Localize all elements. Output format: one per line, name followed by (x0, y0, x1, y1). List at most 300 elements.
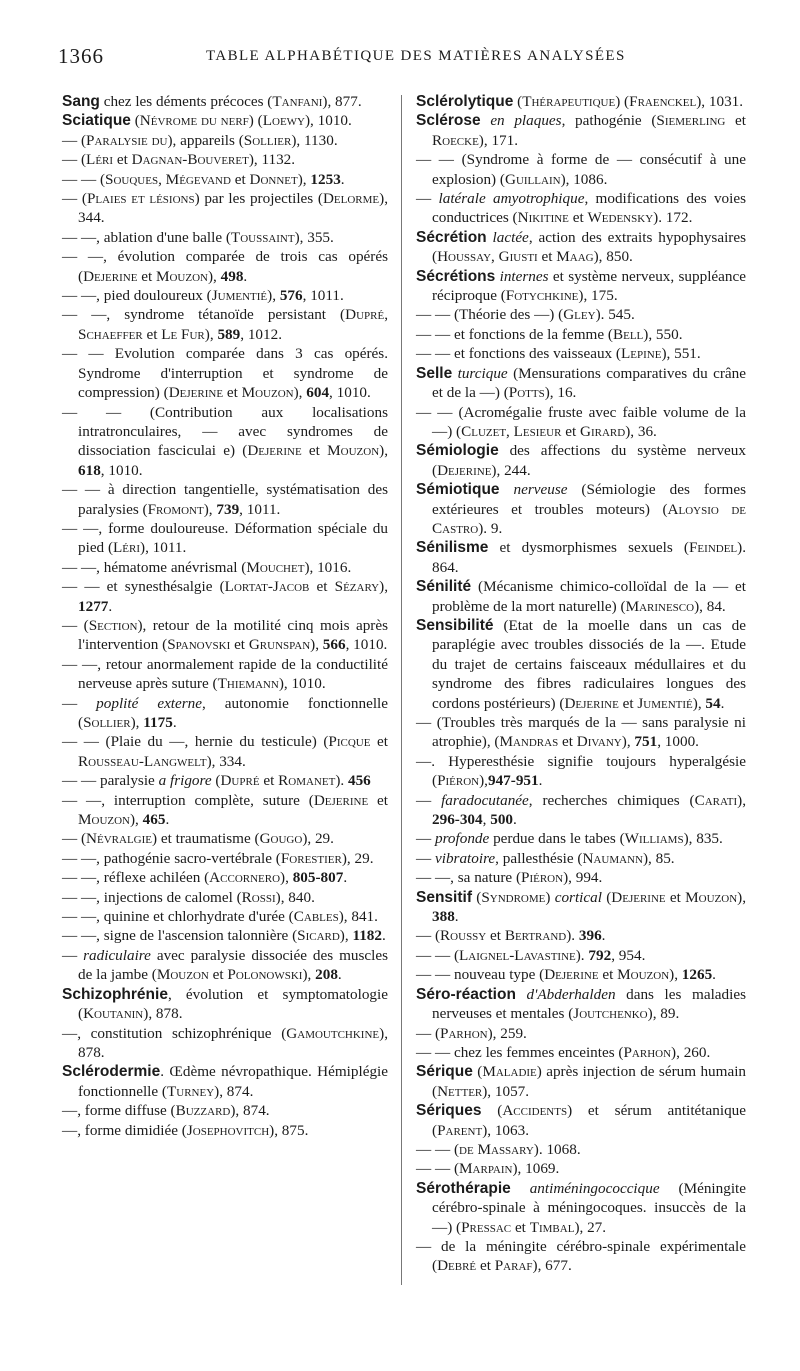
entry-text: ( (481, 1102, 503, 1120)
author-name: Girard (580, 422, 626, 440)
entry-text: ), 835. (683, 830, 723, 848)
index-entry (416, 480, 746, 538)
italic-term: faradocutanée (441, 791, 529, 809)
index-entry (416, 189, 746, 228)
page-ref-bold: 296-304 (432, 811, 483, 829)
headword: Séro-réaction (416, 985, 516, 1003)
author-name: Le Fur (161, 325, 205, 343)
entry-text: , autonomie fonctionnelle ( (78, 694, 388, 731)
author-name: Fraenckel (629, 93, 697, 110)
entry-text: (Etat de la moelle dans un cas de paraplégie avec troubles dissociés de la —. Etude du trajet de certains faisceaux médullaires et du syndrome des fibres radiculaires longues des cordons postérieurs) ( (432, 616, 746, 712)
entry-text: . (720, 694, 725, 712)
entry-text: ), 260. (671, 1043, 711, 1061)
entry-text: ( (130, 112, 140, 130)
entry-text: avec paralysie dissociée des muscles de la jambe ( (78, 946, 389, 984)
index-entry (62, 849, 388, 868)
entry-text: ), 29. (302, 830, 334, 848)
entry-text: ), 27. (574, 1218, 607, 1236)
author-name: Sollier (83, 714, 131, 731)
entry-text: , 1010. (329, 384, 371, 402)
author-name: Grunspan (248, 636, 311, 654)
entry-text: — (416, 830, 435, 848)
entry-text: ), (203, 500, 217, 518)
author-name: Parhon (440, 1024, 488, 1042)
italic-term: internes (499, 267, 549, 285)
entry-text: ), (207, 267, 221, 285)
entry-text: . (382, 927, 386, 945)
left-column (62, 92, 388, 1140)
entry-text: ), (737, 888, 746, 906)
author-name: Sézary (334, 578, 380, 596)
page-ref-bold: 566 (322, 636, 346, 654)
author-name: Syndrome (481, 888, 546, 906)
author-name: Roussy (440, 927, 487, 945)
entry-text: ), (339, 927, 353, 945)
index-entry (416, 364, 746, 403)
page-ref-bold: 208 (315, 966, 338, 984)
author-name: Rossi (241, 888, 276, 906)
entry-text: —. Hyperesthésie signifie toujours hyperalgésie ( (416, 752, 746, 790)
entry-text: , 1010. (100, 461, 143, 479)
author-name: Paralysie (86, 131, 148, 149)
entry-text: (Mécanisme chimico-colloïdal de la — et problème de la mort naturelle) ( (432, 578, 746, 615)
entry-text: ) ( (615, 93, 630, 110)
index-entry (62, 732, 388, 771)
entry-text: ), 875. (269, 1121, 309, 1139)
entry-text (481, 112, 491, 129)
entry-text: ), (310, 636, 323, 654)
index-entry (416, 441, 746, 480)
index-entry (416, 829, 746, 848)
entry-text: et (537, 248, 557, 266)
index-entry (62, 694, 388, 733)
right-column (416, 92, 746, 1276)
index-entry (416, 985, 746, 1024)
author-name: Dejerine (611, 888, 666, 906)
entry-text: , pallesthésie ( (495, 849, 583, 867)
page-ref-bold: 805-807 (292, 869, 344, 887)
entry-text: ), 344. (78, 190, 388, 227)
entry-text: — (416, 190, 439, 208)
index-entry (62, 286, 388, 305)
author-name: Roecke (432, 131, 479, 149)
entry-text: et (511, 1218, 530, 1236)
author-name: Névrome du nerf (139, 112, 249, 130)
headword: Sang (62, 93, 100, 110)
entry-text: , pathogénie ( (561, 112, 657, 130)
entry-text: et (208, 966, 228, 984)
author-name: Jumentié (637, 694, 693, 712)
index-entry (416, 111, 746, 150)
entry-text: , action des extraits hypophysaires ( (432, 228, 747, 266)
index-entry (416, 849, 746, 868)
entry-text: —, constitution schizophrénique ( (62, 1024, 287, 1042)
index-entry (62, 403, 388, 481)
entry-text: — ( (62, 190, 87, 208)
entry-text: — — ( (62, 170, 106, 188)
author-name: Nikitine (517, 209, 569, 227)
column-divider (401, 95, 402, 1285)
headword: Sciatique (62, 112, 131, 130)
entry-text: — —, évolution comparée de trois cas opérés ( (62, 248, 388, 285)
index-entry (62, 888, 388, 907)
index-entry (416, 1140, 746, 1159)
author-name: Bell (612, 325, 644, 343)
index-entry (62, 305, 388, 344)
author-name: Maag (556, 248, 594, 266)
entry-text: et (142, 325, 162, 343)
page-ref-bold: 1253 (310, 170, 341, 188)
entry-text: ), 1010. (278, 675, 326, 693)
entry-text: — ( (62, 830, 87, 848)
italic-term: poplité externe (96, 694, 203, 712)
entry-text: et (486, 927, 505, 945)
entry-text: ), 16. (544, 384, 577, 402)
entry-text: — —, injections de calomel ( (62, 888, 242, 906)
author-name: Dejerine (83, 267, 138, 285)
entry-text: . Œdème névropathique. Hémiplégie fonctionnelle ( (78, 1063, 388, 1100)
index-entry (416, 1024, 746, 1043)
entry-text: ). 1068. (533, 1140, 581, 1158)
entry-text: ), 840. (275, 888, 315, 906)
index-entry (62, 926, 388, 945)
page-ref-bold: 498 (220, 267, 244, 285)
index-entry (62, 189, 388, 228)
entry-text: , (482, 811, 491, 829)
entry-text: et (113, 151, 132, 169)
entry-text: ), 89. (647, 1005, 680, 1023)
entry-text: perdue dans le tabes ( (489, 830, 625, 848)
entry-text: chez les déments précoces ( (99, 93, 273, 110)
entry-text: ), 850. (593, 248, 633, 266)
entry-text: ), (379, 442, 388, 460)
entry-text: ). 545. (595, 306, 635, 324)
author-name: Dejerine (168, 384, 224, 402)
author-name: Cluzet, Lesieur (461, 422, 562, 440)
entry-text (511, 1180, 530, 1197)
entry-text: . (712, 966, 716, 984)
entry-text: — —, quinine et chlorhydrate d'urée ( (62, 908, 294, 926)
entry-text: ) et traumatisme ( (152, 830, 260, 848)
index-entry (62, 519, 388, 558)
entry-text: . (340, 170, 345, 188)
index-entry (416, 888, 746, 927)
entry-text: et (370, 733, 389, 751)
page-ref-bold: 1277 (78, 597, 109, 615)
italic-term: en plaques (490, 112, 562, 130)
entry-text: et (309, 578, 335, 596)
entry-text (516, 986, 527, 1003)
entry-text (500, 481, 514, 498)
italic-term: d'Abderhalden (526, 985, 616, 1003)
author-name: Accornero (209, 869, 281, 887)
entry-text: et (223, 384, 242, 402)
entry-text: ), (302, 966, 316, 984)
page-ref-bold: 739 (216, 500, 240, 518)
entry-text: — ( (416, 1024, 441, 1042)
entry-text: ), 1130. (291, 131, 338, 149)
entry-text: — —, signe de l'ascension talonnière ( (62, 927, 298, 945)
headword: Sériques (416, 1102, 482, 1120)
entry-text: — — (Syndrome à forme de — consécutif à une explosion) ( (416, 151, 746, 188)
entry-text: , 1012. (240, 325, 282, 343)
entry-text: — (Troubles très marqués de la — sans paralysie ni atrophie), ( (416, 714, 746, 751)
entry-text: ), 878. (78, 1024, 388, 1061)
entry-text: — ( (62, 131, 87, 149)
index-entry (416, 577, 746, 616)
entry-text: ( (513, 93, 523, 110)
entry-text: . (172, 714, 177, 731)
entry-text: — ( (62, 151, 87, 169)
entry-text: — — (Acromégalie fruste avec faible volume de la —) ( (416, 403, 746, 440)
entry-text: ( (601, 888, 612, 906)
entry-text: — (416, 791, 442, 809)
entry-text: ), appareils ( (167, 131, 244, 149)
entry-text: — — Evolution comparée dans 3 cas opérés. Syndrome d'interruption et syndrome de compression) ( (62, 345, 388, 402)
author-name: Forestier (280, 849, 342, 867)
author-name: Koutanin (83, 1005, 144, 1023)
author-name: Mouzon (155, 267, 208, 285)
author-name: Fotychkine (505, 287, 579, 305)
entry-text: ), 1069. (512, 1160, 560, 1178)
entry-text: — — et fonctions de la femme ( (416, 325, 613, 343)
author-name: Guillain (504, 170, 561, 188)
author-name: Timbal (529, 1218, 575, 1236)
entry-text: ), 36. (625, 422, 657, 440)
index-entry (416, 1179, 746, 1237)
author-name: Parent (437, 1121, 483, 1139)
entry-text: . (243, 267, 248, 285)
author-name: Thérapeutique (522, 93, 616, 110)
author-name: Potts (508, 384, 545, 402)
index-entry (62, 985, 388, 1024)
author-name: Polonowski (227, 966, 303, 984)
index-entry (62, 1121, 388, 1140)
entry-text: ) (545, 888, 555, 906)
author-name: Mouzon (327, 442, 380, 460)
entry-text: ). 864. (432, 539, 746, 576)
page-ref-bold: 1182 (352, 927, 382, 945)
author-name: Tanfani (272, 93, 323, 110)
index-entry (62, 577, 388, 616)
index-entry (62, 771, 388, 790)
entry-text: ), 259. (487, 1024, 527, 1042)
entry-text: ). 172. (653, 209, 693, 227)
index-entry (416, 305, 746, 324)
index-entry (416, 791, 746, 830)
index-entry (416, 344, 746, 363)
author-name: Gley (563, 306, 596, 324)
entry-text: et système nerveux, suppléance réciproque ( (432, 267, 746, 305)
index-entry (62, 868, 388, 887)
page-ref-bold: 465 (142, 811, 166, 829)
entry-text: — (62, 946, 84, 964)
entry-text: — —, pied douloureux ( (62, 287, 212, 305)
entry-text: , 1011. (302, 287, 344, 305)
author-name: Netter (437, 1082, 483, 1100)
entry-text: ), (130, 811, 143, 829)
entry-text: , 1011. (239, 500, 281, 518)
headword: Sénilisme (416, 539, 489, 557)
entry-text: et (665, 888, 686, 906)
author-name: Turney (166, 1082, 215, 1100)
entry-text: et (259, 772, 279, 790)
entry-text: (Sémiologie des formes extérieures et troubles moteurs) ( (432, 481, 746, 518)
entry-text: . (538, 772, 543, 790)
entry-text: ) ( (248, 112, 263, 130)
author-name: Souques, Mégevand (105, 170, 231, 188)
entry-text: — —, pathogénie sacro-vertébrale ( (62, 849, 281, 867)
entry-text: et (301, 442, 328, 460)
entry-text: — — paralysie (62, 772, 159, 790)
headword: Sécrétions (416, 267, 496, 285)
index-entry (62, 1024, 388, 1063)
index-entry (416, 403, 746, 442)
entry-text: ), 877. (322, 93, 362, 110)
entry-text: ( (471, 888, 482, 906)
headword: Sénilité (416, 578, 472, 596)
page-ref-bold: 604 (306, 384, 330, 402)
entry-text: ). (566, 927, 579, 945)
entry-text: dans les maladies nerveuses et mentales ( (432, 985, 746, 1023)
index-entry (62, 111, 388, 130)
entry-text: ), 994. (563, 869, 603, 887)
entry-text: ), 1063. (482, 1121, 530, 1139)
entry-text: ), 874. (230, 1102, 270, 1120)
page-header (58, 44, 758, 74)
author-name: Mouzon (156, 966, 209, 984)
index-entry (62, 131, 388, 150)
author-name: Donnet (249, 170, 298, 188)
author-name: Dagnan-Bouveret (131, 151, 249, 169)
entry-text: — —, ablation d'une balle ( (62, 228, 231, 246)
entry-text: et (725, 112, 746, 130)
index-entry (62, 1062, 388, 1101)
entry-text: ), (280, 869, 293, 887)
entry-text: ). 9. (478, 519, 503, 537)
page-ref-bold: 792 (588, 946, 612, 964)
index-entry (62, 829, 388, 848)
index-entry (62, 946, 388, 985)
entry-text: ), 551. (661, 345, 701, 363)
entry-text: , modifications des voies conductrices ( (432, 190, 746, 227)
headword: Sclérolytique (416, 93, 514, 110)
entry-text: — — (Théorie des —) ( (416, 306, 564, 324)
entry-text: ), 171. (478, 131, 519, 149)
headword: Sécrétion (416, 228, 487, 246)
index-entry (416, 1043, 746, 1062)
author-name: Mouchet (246, 558, 305, 576)
entry-text: ), 1010. (305, 112, 352, 130)
entry-text: , 1010. (345, 636, 388, 654)
index-entry (416, 1062, 746, 1101)
headword: Sensibilité (416, 616, 494, 634)
entry-text: ), 1086. (560, 170, 608, 188)
italic-term: a frigore (158, 772, 212, 790)
author-name: Bertrand (504, 927, 567, 945)
page-ref-bold: 589 (217, 325, 241, 343)
entry-text: (Mensurations comparatives du crâne et de la —) ( (432, 364, 747, 402)
entry-text: — (62, 694, 97, 712)
entry-text: . (601, 927, 606, 945)
author-name: Josephovitch (186, 1121, 270, 1139)
headword: Sclérose (416, 112, 481, 130)
headword: Schizophrénie (62, 985, 168, 1003)
index-entry (62, 170, 388, 189)
page-ref-bold: 396 (578, 927, 602, 945)
headword: Selle (416, 364, 453, 382)
author-name: Buzzard (175, 1102, 231, 1120)
entry-text: . (454, 908, 459, 926)
author-name: Fromont (147, 500, 204, 518)
entry-text: ), 1011. (140, 539, 187, 557)
entry-text: — —, réflexe achiléen ( (62, 869, 210, 887)
page-ref-bold: 388 (432, 908, 455, 926)
author-name: Mouzon (78, 811, 130, 829)
page-ref-bold: 618 (78, 461, 101, 479)
author-name: Section (88, 616, 138, 634)
entry-text: (Méningite cérébro-spinale à méningocoques. insuccès de la —) ( (432, 1179, 746, 1236)
author-name: Gamoutchkine (286, 1024, 380, 1042)
italic-term: cortical (554, 888, 602, 906)
entry-text: ). (335, 772, 348, 790)
headword: Sclérodermie (62, 1063, 161, 1081)
index-entry (416, 946, 746, 965)
entry-text: — — (Contribution aux localisations intratronculaires, — avec syndromes de dissociation fasciculai e) ( (62, 403, 388, 460)
author-name: Siemerling (656, 112, 726, 130)
italic-term: vibratoire (434, 849, 496, 867)
entry-text: et (561, 422, 580, 440)
index-entry (62, 907, 388, 926)
entry-text: et (230, 170, 250, 188)
index-entry (62, 92, 388, 111)
author-name: Naumann (582, 849, 643, 867)
author-name: Paraf (494, 1257, 533, 1275)
entry-text: et (558, 733, 577, 751)
entry-text: — — à direction tangentielle, systématisation des paralysies ( (62, 481, 388, 518)
author-name: Léri (113, 539, 141, 557)
entry-text: —, forme dimidiée ( (62, 1121, 187, 1139)
entry-text: —, forme diffuse ( (62, 1102, 176, 1120)
entry-text: — — nouveau type ( (416, 966, 545, 984)
entry-text: ), 355. (294, 228, 334, 246)
index-entry (62, 791, 388, 830)
author-name: Rousseau-Langwelt (78, 752, 207, 770)
author-name: Dupré (220, 772, 260, 790)
entry-text: ), (692, 694, 706, 712)
entry-text: , 1000. (657, 733, 699, 751)
entry-text: ), (293, 384, 307, 402)
author-name: Dejerine (564, 694, 619, 712)
entry-text: et (137, 267, 156, 285)
entry-text: ) après injection de sérum humain ( (432, 1063, 747, 1100)
author-name: Parhon (623, 1043, 672, 1061)
author-name: Thiemann (217, 675, 279, 693)
entry-text: — — et fonctions des vaisseaux ( (416, 345, 621, 363)
entry-text: ), 841. (338, 908, 378, 926)
index-entry (416, 1101, 746, 1140)
headword: Sensitif (416, 888, 472, 906)
italic-term: nerveuse (513, 481, 568, 499)
entry-text: — de la méningite cérébro-spinale expérimentale ( (416, 1237, 746, 1275)
author-name: Toussaint (230, 228, 295, 246)
entry-text: — — ( (416, 946, 460, 964)
entry-text: — — et synesthésalgie ( (62, 578, 225, 596)
entry-text: ), 1031. (696, 93, 744, 110)
index-entry (416, 965, 746, 984)
entry-text: ), retour de la motilité cinq mois après l'intervention ( (78, 616, 389, 654)
author-name: Piéron (521, 869, 564, 887)
